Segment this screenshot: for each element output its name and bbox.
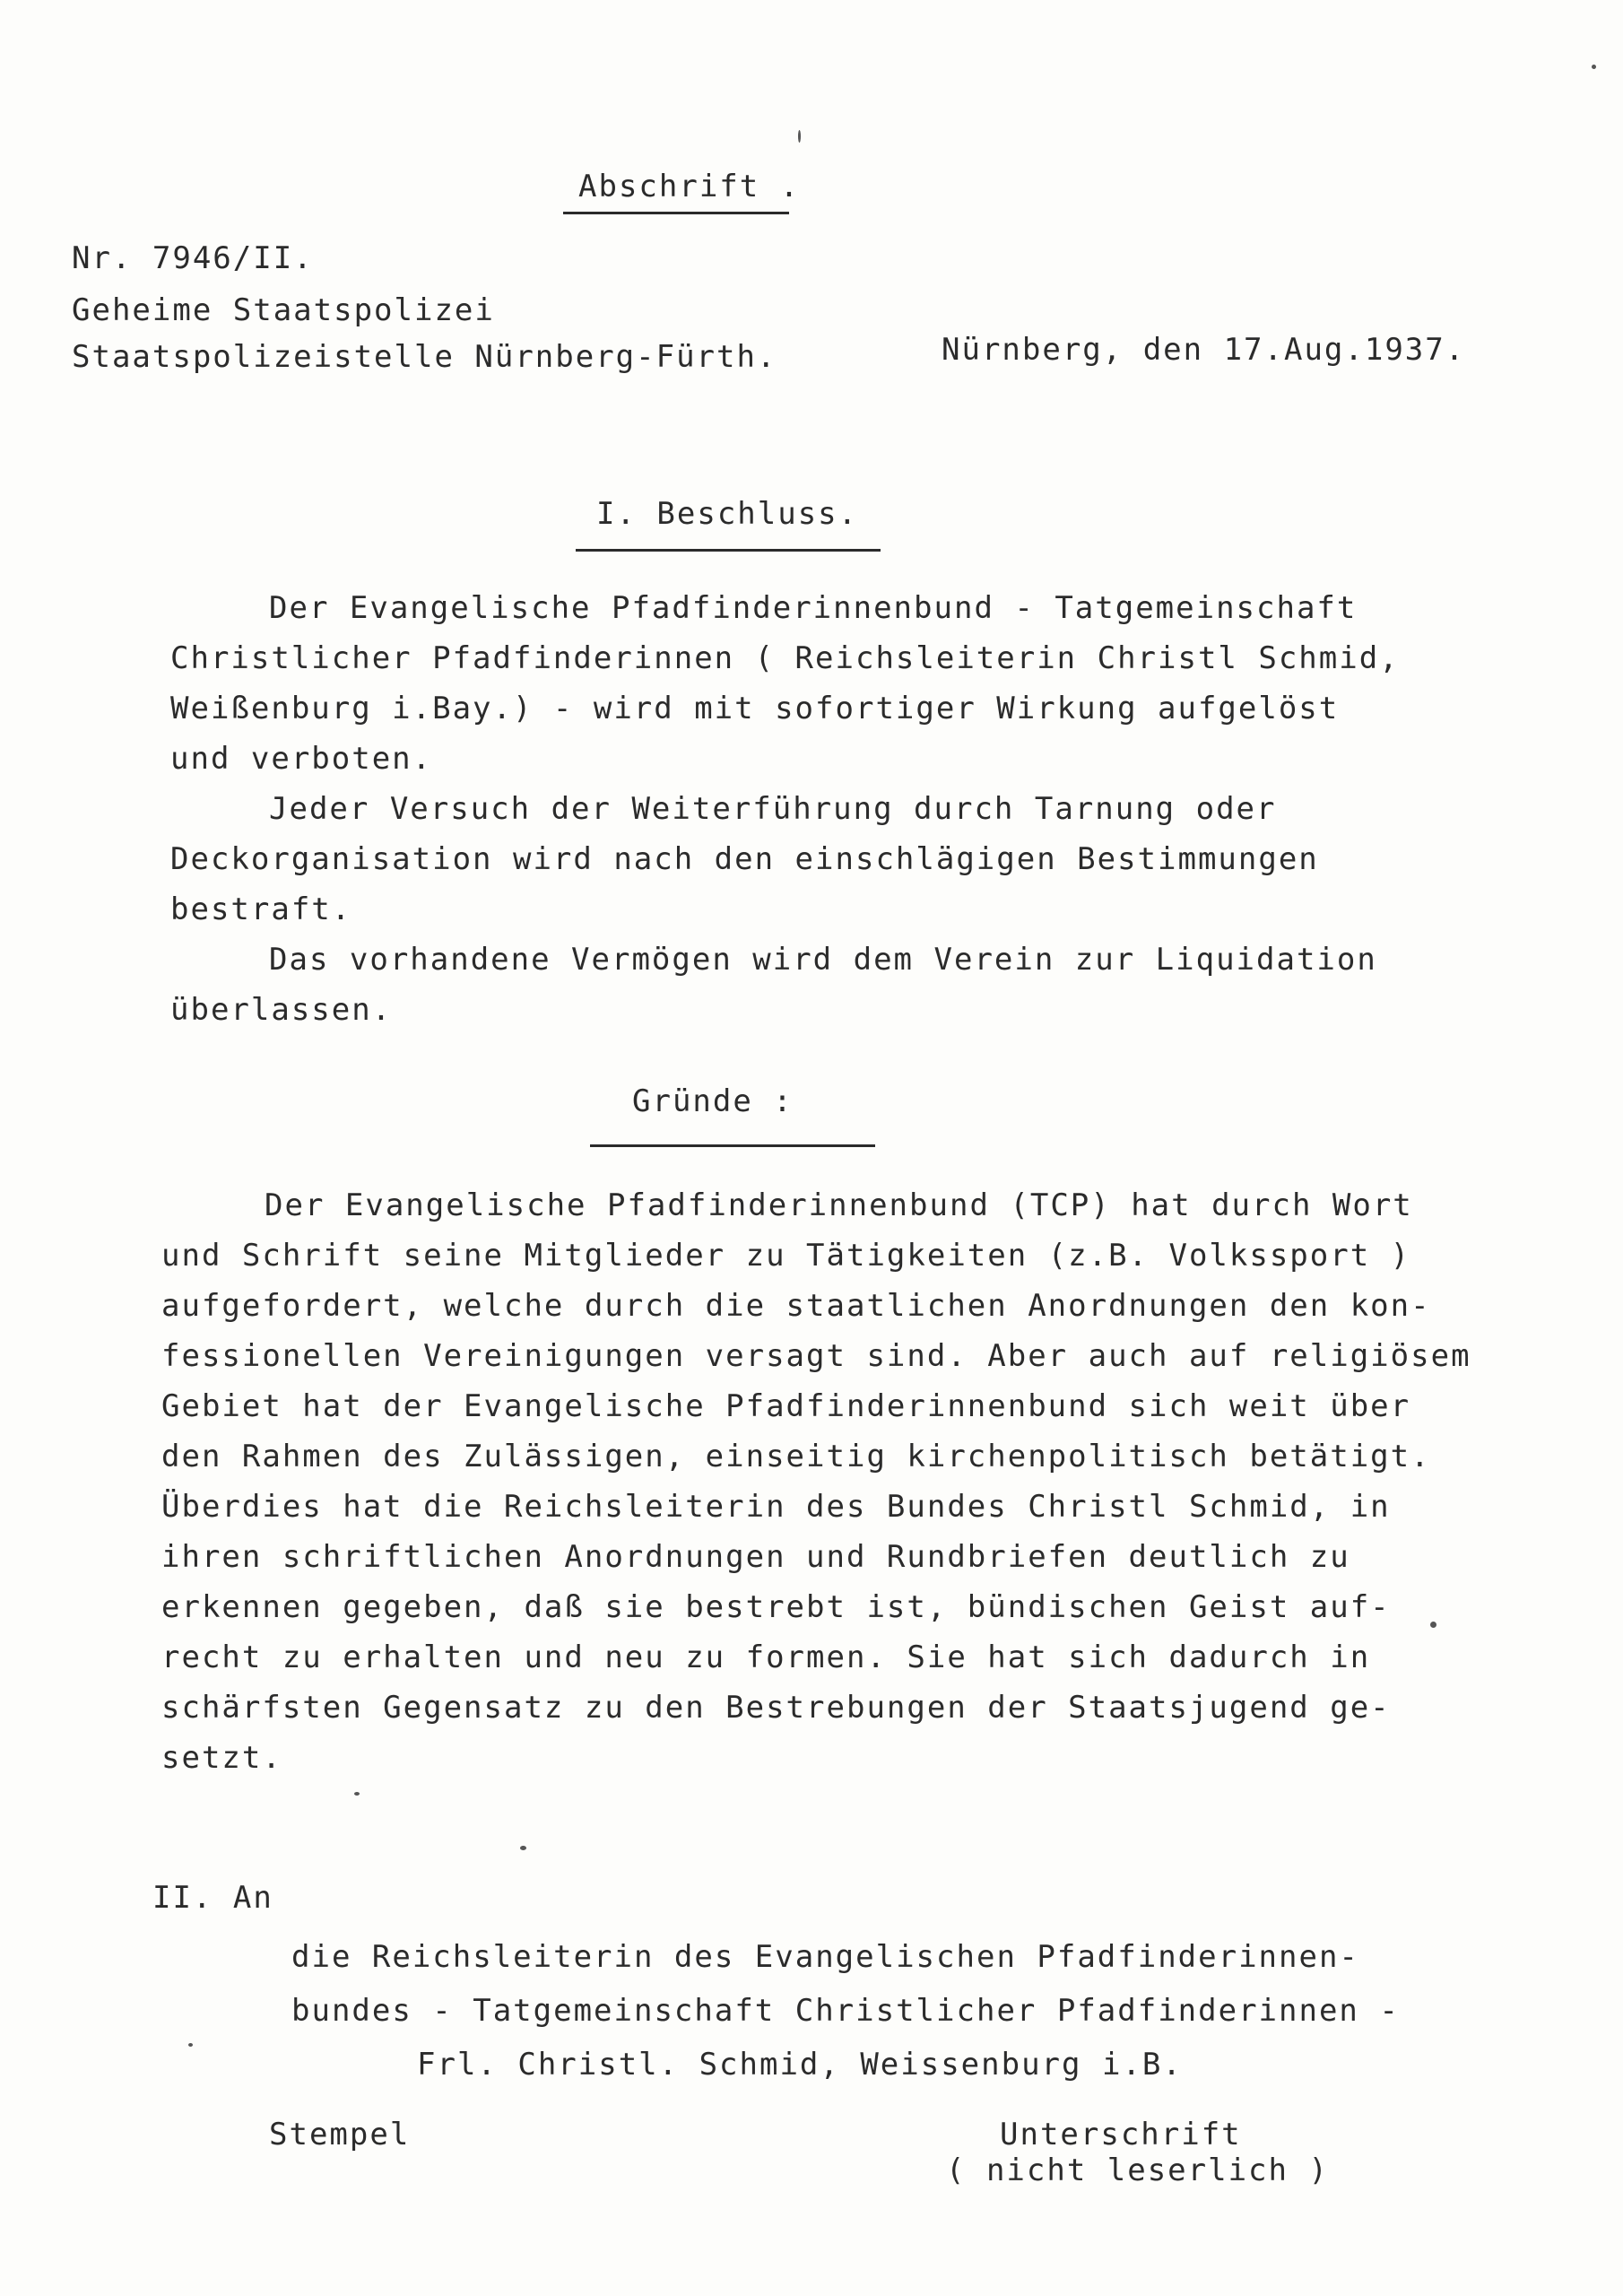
agency-office: Staatspolizeistelle Nürnberg-Fürth.: [72, 339, 777, 375]
decision-line: Weißenburg i.Bay.) - wird mit sofortiger Wirkung aufgelöst: [170, 691, 1340, 726]
reasons-line: und Schrift seine Mitglieder zu Tätigkeiten (z.B. Volkssport ): [161, 1238, 1411, 1274]
scan-speck: [1592, 65, 1596, 69]
signature-note: ( nicht leserlich ): [946, 2152, 1329, 2188]
reasons-heading: Gründe :: [632, 1083, 794, 1119]
recipient-heading: II. An: [152, 1880, 273, 1916]
reasons-line: erkennen gegeben, daß sie bestrebt ist, bündischen Geist auf-: [161, 1589, 1391, 1625]
decision-line: Das vorhandene Vermögen wird dem Verein zur Liquidation: [269, 942, 1377, 978]
reasons-heading-underline: [590, 1144, 875, 1147]
reasons-line: recht zu erhalten und neu zu formen. Sie hat sich dadurch in: [161, 1639, 1371, 1675]
decision-line: Der Evangelische Pfadfinderinnenbund - Tatgemeinschaft: [269, 590, 1358, 626]
reasons-line: Überdies hat die Reichsleiterin des Bundes Christl Schmid, in: [161, 1489, 1391, 1525]
reasons-line: Gebiet hat der Evangelische Pfadfinderinnenbund sich weit über: [161, 1388, 1411, 1424]
recipient-line: die Reichsleiterin des Evangelischen Pfadfinderinnen-: [291, 1939, 1359, 1975]
scan-speck: [520, 1846, 526, 1850]
reference-number: Nr. 7946/II.: [72, 240, 314, 276]
agency-name: Geheime Staatspolizei: [72, 292, 495, 328]
scan-speck: [188, 2043, 193, 2047]
decision-heading-underline: [576, 549, 881, 552]
recipient-line: bundes - Tatgemeinschaft Christlicher Pfadfinderinnen -: [291, 1993, 1400, 2029]
decision-line: Christlicher Pfadfinderinnen ( Reichsleiterin Christl Schmid,: [170, 640, 1400, 676]
decision-heading: I. Beschluss.: [596, 496, 859, 532]
scan-speck: [1430, 1622, 1436, 1628]
reasons-line: fessionellen Vereinigungen versagt sind. Aber auch auf religiösem: [161, 1338, 1471, 1374]
signature-label: Unterschrift: [1000, 2117, 1242, 2152]
scan-speck: [354, 1792, 360, 1796]
reasons-line: aufgefordert, welche durch die staatlichen Anordnungen den kon-: [161, 1288, 1431, 1324]
decision-line: Deckorganisation wird nach den einschlägigen Bestimmungen: [170, 841, 1319, 877]
decision-line: und verboten.: [170, 741, 433, 777]
reasons-line: den Rahmen des Zulässigen, einseitig kirchenpolitisch betätigt.: [161, 1439, 1431, 1474]
reasons-line: schärfsten Gegensatz zu den Bestrebungen der Staatsjugend ge-: [161, 1690, 1391, 1726]
stamp-label: Stempel: [269, 2117, 411, 2152]
place-date: Nürnberg, den 17.Aug.1937.: [942, 332, 1466, 368]
recipient-line: Frl. Christl. Schmid, Weissenburg i.B.: [417, 2047, 1183, 2083]
decision-line: bestraft.: [170, 891, 352, 927]
scan-speck: [798, 130, 801, 143]
copy-label: Abschrift .: [578, 169, 801, 204]
reasons-line: Der Evangelische Pfadfinderinnenbund (TCP) hat durch Wort: [265, 1187, 1413, 1223]
decision-line: überlassen.: [170, 992, 393, 1028]
reasons-line: ihren schriftlichen Anordnungen und Rundbriefen deutlich zu: [161, 1539, 1350, 1575]
copy-label-underline: [563, 212, 789, 214]
reasons-line: setzt.: [161, 1740, 282, 1776]
decision-line: Jeder Versuch der Weiterführung durch Tarnung oder: [269, 791, 1277, 827]
